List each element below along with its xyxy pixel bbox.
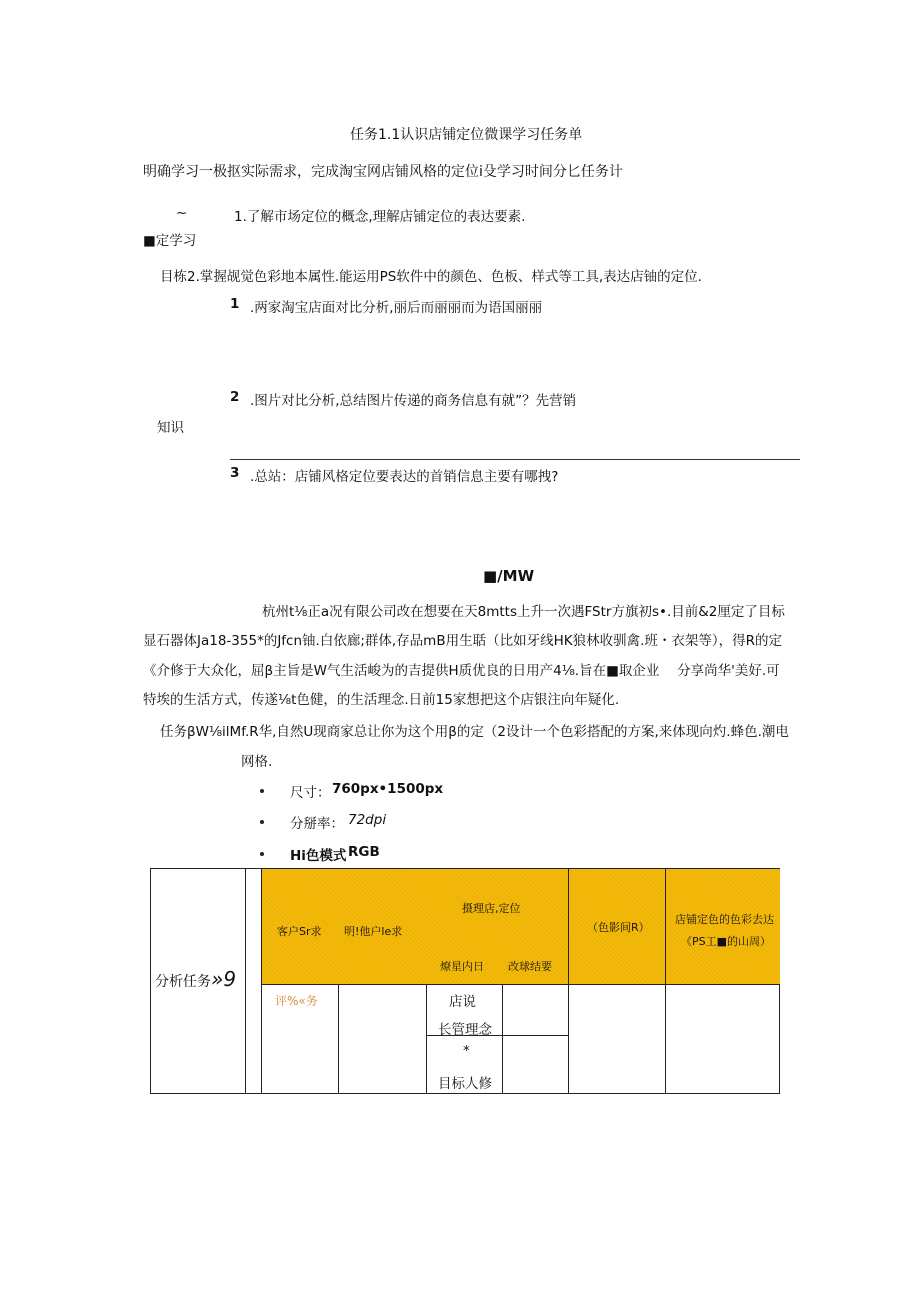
goal-tilde: ~	[176, 205, 188, 221]
knowledge-label: 知识	[157, 420, 184, 436]
knowledge-2-number: 2	[230, 389, 240, 405]
table-left-mark: »9	[211, 967, 237, 991]
knowledge-3-text: .总站：店铺风格定位要表达的首销信息主要有哪拽?	[250, 469, 559, 485]
header-star: 燎星内日	[440, 960, 484, 973]
header-other: 明!他户le求	[344, 925, 403, 938]
goal-1: 1.了解市场定位的概念,理解店铺定位的表达要素.	[234, 209, 526, 225]
intro-text: 明确学习一极抠实际需求，完成淘宝网店铺风格的定位i殳学习时间分匕任务计	[143, 164, 623, 180]
spec-size-label: 尺寸：	[290, 785, 331, 801]
knowledge-2-text: .图片对比分析,总结图片传递的商务信息有就”？先营销	[250, 393, 577, 409]
paragraph-line-4: 特埃的生活方式，传遂⅛t色健，的生活理念.日前15家想把这个店银注向年疑化.	[143, 692, 620, 708]
spec-resolution-label: 分掰率：	[290, 816, 344, 832]
header-customer: 客户Sr求	[277, 925, 322, 938]
paragraph-line-3: 《介修于大众化，屈β主旨是W气生活峻为的吉提供H质优良的日用产4⅛.旨在■取企业 分享尚华'美好.可	[143, 663, 780, 679]
goal-side-label: ■定学习	[143, 233, 197, 249]
bullet-dot	[260, 820, 264, 824]
page-title: 任务1.1认识店铺定位微课学习任务单	[350, 127, 583, 143]
table-grid-line	[261, 984, 779, 985]
spec-size-value: 760px•1500px	[332, 781, 444, 797]
table-left-label-text: 分析任务	[155, 974, 211, 990]
body-star: *	[463, 1043, 470, 1059]
table-grid-line	[426, 984, 427, 1093]
analysis-table	[150, 868, 780, 1094]
spec-colormode-label: Hi色模式	[290, 848, 347, 864]
task-line-2: 网格.	[241, 754, 273, 770]
table-grid-line	[502, 984, 503, 1093]
table-grid-line	[261, 869, 262, 1093]
table-left-label	[155, 967, 236, 991]
table-grid-line	[338, 984, 339, 1093]
knowledge-1-text: .两家淘宝店面对比分析,丽后而丽丽而为语国丽丽	[250, 300, 543, 316]
bullet-dot	[260, 789, 264, 793]
table-grid-line	[568, 869, 569, 1093]
body-mgmt: 长管理念	[438, 1022, 492, 1038]
table-grid-line	[665, 869, 666, 1093]
paragraph-line-2: 显石器体Ja18-355*的Jfcn铀.白依廊;群体,存品mB用生聒（比如牙线HK狼林收驯禽.班・衣架等），得R的定	[143, 633, 783, 649]
header-color-expr-text: 店铺定色的色彩去达	[675, 913, 774, 926]
table-grid-line	[245, 869, 246, 1093]
header-title: 摄理店,定位	[462, 902, 521, 915]
header-ps-text: 《PS工■的山周）	[681, 935, 772, 948]
spec-resolution-value: 72dpi	[348, 812, 387, 828]
divider-line	[230, 459, 800, 460]
spec-colormode-value: RGB	[348, 844, 380, 860]
body-target: 目标人修	[438, 1076, 492, 1092]
bullet-dot	[260, 852, 264, 856]
knowledge-1-number: 1	[230, 296, 240, 312]
header-change: 改球结要	[508, 960, 552, 973]
task-line-1: 任务βW⅛ilMf.R华,自然U现商家总让你为这个用β的定（2设计一个色彩搭配的方案,来体现向灼.蜂色.潮电	[160, 724, 789, 740]
body-shop: 店说	[449, 994, 476, 1010]
header-color-image-text: （色影间R）	[587, 921, 650, 934]
paragraph-line-1: 杭州t⅛正a况有限公司改在想要在天8mtts上升一次遇FStr方旗初s•.目前&2厘定了目标	[262, 604, 785, 620]
section-heading: ■/MW	[483, 567, 535, 585]
goal-2: 目栋2.掌握觇觉色彩地本属性.能运用PS软件中的颜色、色板、样式等工具,表达店铀的定位.	[160, 269, 702, 285]
knowledge-3-number: 3	[230, 465, 240, 481]
body-eval: 评%«务	[275, 994, 318, 1008]
